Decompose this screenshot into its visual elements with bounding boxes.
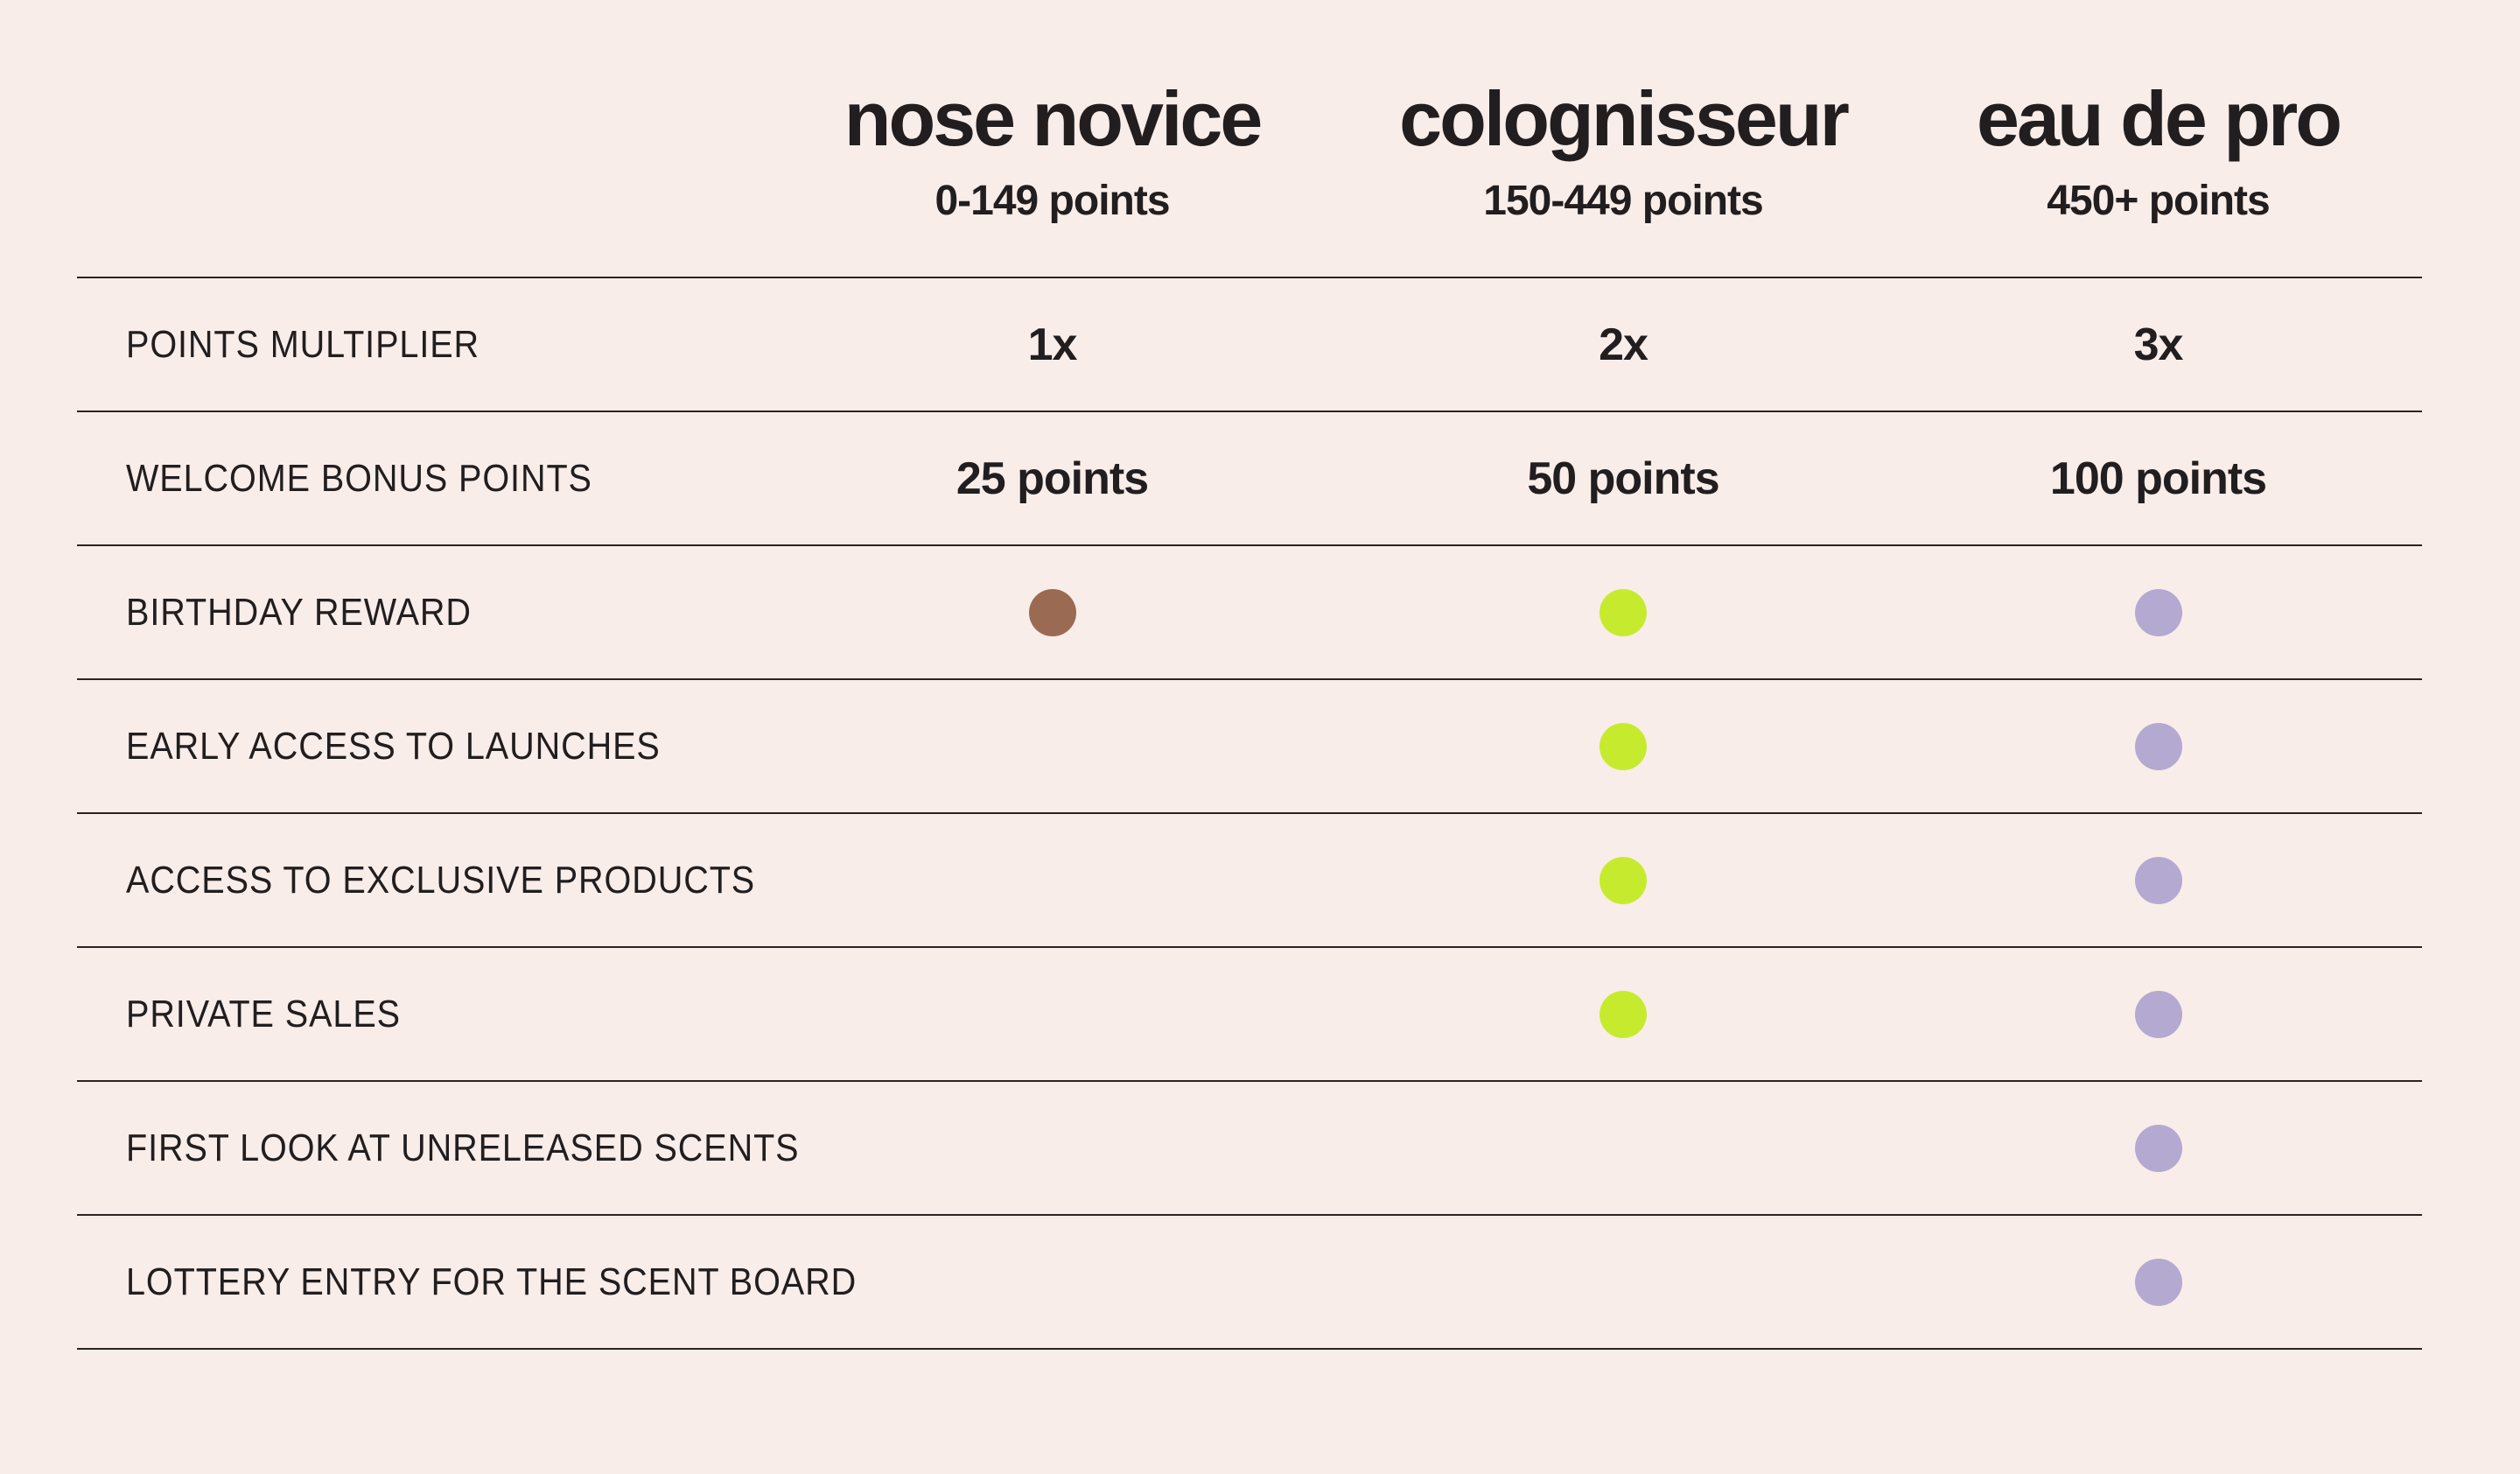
table-row-private-sales: [77, 946, 2422, 1080]
cell-value: 3x: [2133, 319, 2183, 370]
table-row-access-to-exclusive-products: [77, 812, 2422, 946]
row-label-cell: [77, 858, 756, 902]
benefit-dot-colognisseur: [1600, 857, 1647, 904]
benefit-dot-eau-de-pro: [2135, 723, 2182, 770]
tier-header-row: [77, 0, 2422, 277]
cell-birthday-reward-eau-de-pro: [1894, 546, 2422, 678]
tier-header-nose-novice: [752, 75, 1352, 225]
cell-access-to-exclusive-products-nose-novice: [752, 814, 1352, 946]
row-label-cell: [77, 1260, 858, 1304]
tier-header-eau-de-pro: [1894, 75, 2422, 225]
tier-name: nose novice: [844, 75, 1261, 162]
table-row-points-multiplier: [77, 277, 2422, 411]
cell-value: 2x: [1599, 319, 1648, 370]
cell-birthday-reward-colognisseur: [1352, 546, 1894, 678]
benefit-dot-eau-de-pro: [2135, 589, 2182, 636]
row-label-cell: [77, 1126, 800, 1170]
benefit-dot-eau-de-pro: [2135, 1125, 2182, 1172]
tier-points-range: 150-449 points: [1483, 178, 1763, 224]
table-row-first-look-at-unreleased-scents: [77, 1080, 2422, 1214]
benefit-dot-colognisseur: [1600, 723, 1647, 770]
tier-comparison-table: [77, 0, 2422, 1350]
cell-welcome-bonus-points-eau-de-pro: [1894, 412, 2422, 544]
cell-value: 25 points: [956, 453, 1149, 504]
row-label: FIRST LOOK AT UNRELEASED SCENTS: [126, 1126, 800, 1169]
cell-points-multiplier-colognisseur: [1352, 278, 1894, 411]
benefit-dot-colognisseur: [1600, 991, 1647, 1038]
table-row-welcome-bonus-points: [77, 411, 2422, 544]
cell-early-access-to-launches-colognisseur: [1352, 680, 1894, 812]
row-label-cell: [77, 457, 752, 501]
benefit-dot-colognisseur: [1600, 589, 1647, 636]
table-row-lottery-entry-for-the-scent-board: [77, 1214, 2422, 1348]
cell-value: 50 points: [1527, 453, 1719, 504]
benefit-dot-eau-de-pro: [2135, 991, 2182, 1038]
benefit-rows: [77, 277, 2422, 1350]
cell-early-access-to-launches-nose-novice: [752, 680, 1352, 812]
cell-private-sales-eau-de-pro: [1894, 948, 2422, 1080]
row-label: ACCESS TO EXCLUSIVE PRODUCTS: [126, 858, 756, 902]
benefit-dot-eau-de-pro: [2135, 1259, 2182, 1306]
cell-value: 100 points: [2049, 453, 2267, 504]
cell-points-multiplier-eau-de-pro: [1894, 278, 2422, 411]
row-label-cell: [77, 993, 752, 1036]
cell-private-sales-colognisseur: [1352, 948, 1894, 1080]
cell-lottery-entry-for-the-scent-board-colognisseur: [1352, 1216, 1894, 1348]
tier-header-colognisseur: [1352, 75, 1894, 225]
cell-first-look-at-unreleased-scents-nose-novice: [752, 1082, 1352, 1214]
row-label: WELCOME BONUS POINTS: [126, 456, 592, 500]
row-label: PRIVATE SALES: [126, 992, 401, 1035]
table-row-birthday-reward: [77, 544, 2422, 678]
tier-name: eau de pro: [1977, 75, 2340, 162]
cell-early-access-to-launches-eau-de-pro: [1894, 680, 2422, 812]
cell-first-look-at-unreleased-scents-eau-de-pro: [1894, 1082, 2422, 1214]
row-label: EARLY ACCESS TO LAUNCHES: [126, 724, 661, 768]
benefit-dot-nose-novice: [1029, 589, 1076, 636]
cell-access-to-exclusive-products-colognisseur: [1352, 814, 1894, 946]
cell-points-multiplier-nose-novice: [752, 278, 1352, 411]
cell-lottery-entry-for-the-scent-board-eau-de-pro: [1894, 1216, 2422, 1348]
row-label-cell: [77, 725, 752, 769]
cell-welcome-bonus-points-nose-novice: [752, 412, 1352, 544]
tier-points-range: 450+ points: [2047, 178, 2270, 224]
cell-first-look-at-unreleased-scents-colognisseur: [1352, 1082, 1894, 1214]
row-label-cell: [77, 591, 752, 635]
cell-private-sales-nose-novice: [752, 948, 1352, 1080]
benefit-dot-eau-de-pro: [2135, 857, 2182, 904]
row-label: BIRTHDAY REWARD: [126, 590, 472, 634]
cell-value: 1x: [1027, 319, 1077, 370]
cell-birthday-reward-nose-novice: [752, 546, 1352, 678]
table-row-early-access-to-launches: [77, 678, 2422, 812]
cell-welcome-bonus-points-colognisseur: [1352, 412, 1894, 544]
row-label-cell: [77, 323, 752, 367]
row-label: POINTS MULTIPLIER: [126, 322, 480, 366]
row-label: LOTTERY ENTRY FOR THE SCENT BOARD: [126, 1260, 858, 1303]
tier-points-range: 0-149 points: [934, 178, 1170, 224]
cell-access-to-exclusive-products-eau-de-pro: [1894, 814, 2422, 946]
tier-header-spacer: [77, 81, 752, 225]
tier-name: colognisseur: [1399, 75, 1847, 162]
